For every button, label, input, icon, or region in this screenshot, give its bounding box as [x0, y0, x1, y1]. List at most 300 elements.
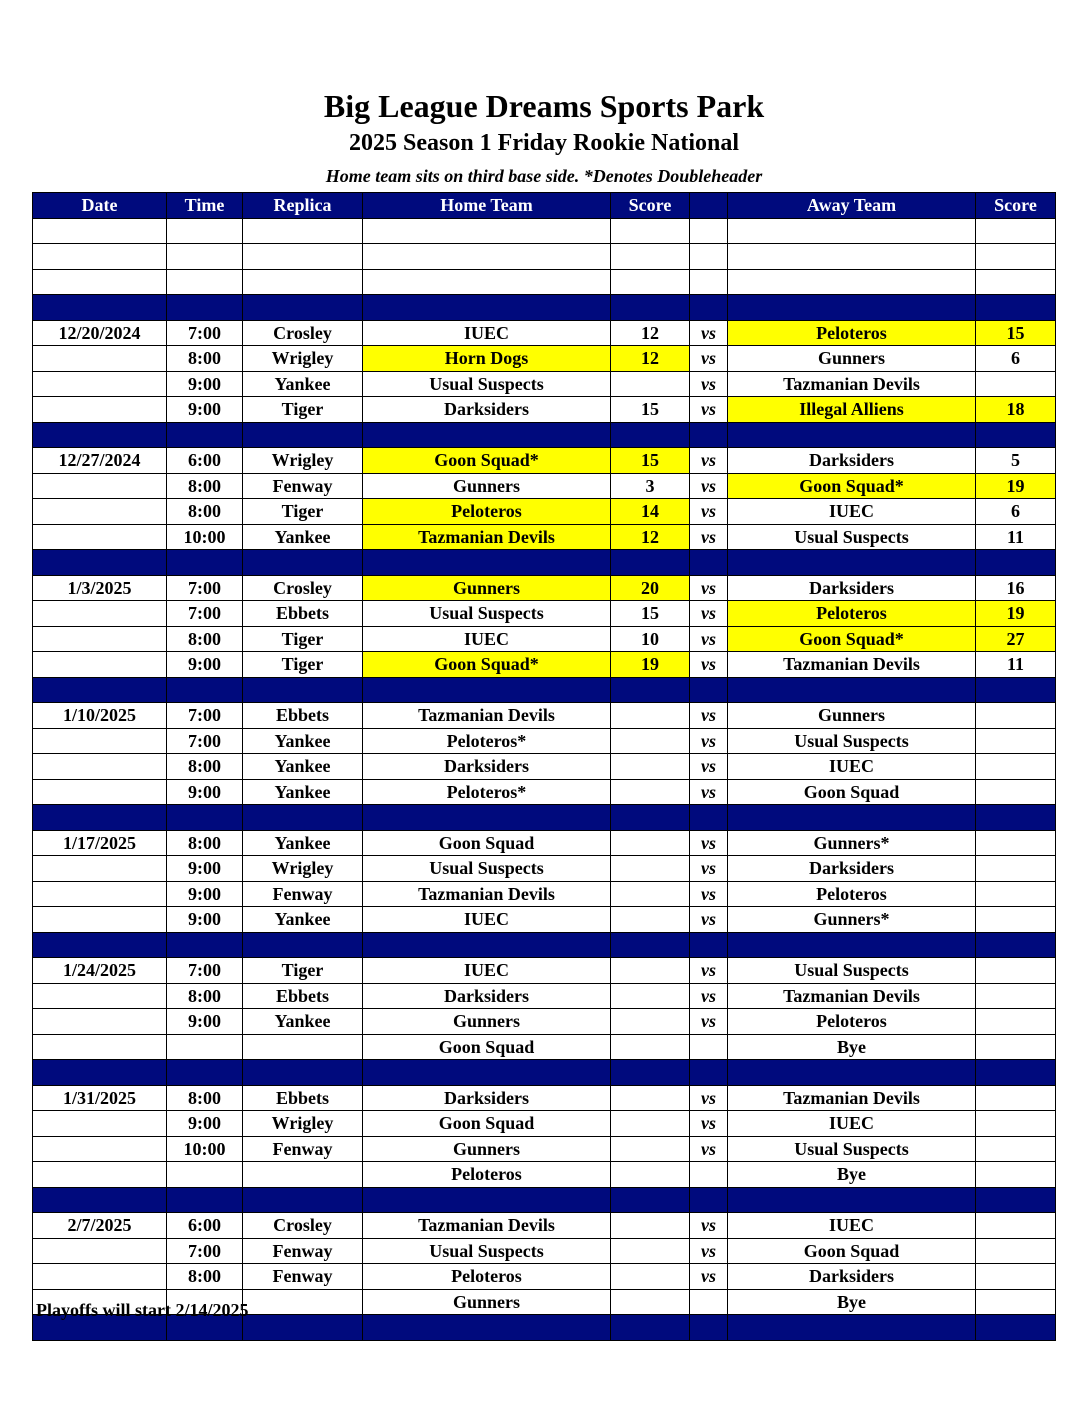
week-separator-row: [33, 1187, 1056, 1213]
away-score-cell: [976, 779, 1056, 805]
date-cell: [33, 983, 167, 1009]
blank-cell: [243, 218, 363, 244]
replica-cell: Crosley: [243, 320, 363, 346]
replica-cell: Yankee: [243, 524, 363, 550]
time-cell: 8:00: [167, 1264, 243, 1290]
time-cell: 10:00: [167, 524, 243, 550]
away-team-cell: Peloteros: [728, 881, 976, 907]
home-score-cell: 20: [611, 575, 690, 601]
date-cell: [33, 907, 167, 933]
replica-cell: Crosley: [243, 575, 363, 601]
away-score-cell: [976, 728, 1056, 754]
blank-cell: [167, 218, 243, 244]
date-cell: [33, 473, 167, 499]
replica-cell: Fenway: [243, 1264, 363, 1290]
blank-cell: [976, 269, 1056, 295]
column-header-vs: [690, 193, 728, 219]
separator-cell: [33, 295, 167, 321]
separator-cell: [976, 1187, 1056, 1213]
date-cell: [33, 652, 167, 678]
away-score-cell: [976, 881, 1056, 907]
vs-cell: [690, 1162, 728, 1188]
replica-cell: Tiger: [243, 652, 363, 678]
away-score-cell: [976, 1264, 1056, 1290]
away-team-cell: Bye: [728, 1162, 976, 1188]
away-team-cell: Usual Suspects: [728, 1136, 976, 1162]
home-team-cell: Darksiders: [363, 397, 611, 423]
separator-cell: [728, 932, 976, 958]
away-team-cell: Gunners*: [728, 830, 976, 856]
home-score-cell: [611, 1009, 690, 1035]
date-cell: 1/24/2025: [33, 958, 167, 984]
away-team-cell: Illegal Alliens: [728, 397, 976, 423]
game-row: [33, 626, 1056, 652]
week-separator-row: [33, 550, 1056, 576]
separator-cell: [363, 550, 611, 576]
away-score-cell: 19: [976, 473, 1056, 499]
home-team-cell: Goon Squad*: [363, 448, 611, 474]
home-score-cell: 3: [611, 473, 690, 499]
replica-cell: Yankee: [243, 830, 363, 856]
week-separator-row: [33, 805, 1056, 831]
game-row: [33, 601, 1056, 627]
separator-cell: [611, 805, 690, 831]
home-team-cell: IUEC: [363, 626, 611, 652]
blank-cell: [363, 269, 611, 295]
separator-cell: [611, 1060, 690, 1086]
separator-cell: [976, 677, 1056, 703]
vs-cell: vs: [690, 524, 728, 550]
home-team-cell: Darksiders: [363, 754, 611, 780]
home-score-cell: 15: [611, 448, 690, 474]
separator-cell: [363, 805, 611, 831]
time-cell: 9:00: [167, 907, 243, 933]
separator-cell: [728, 1315, 976, 1341]
game-row: [33, 958, 1056, 984]
away-team-cell: Darksiders: [728, 575, 976, 601]
away-score-cell: [976, 856, 1056, 882]
home-team-cell: IUEC: [363, 907, 611, 933]
away-score-cell: [976, 1238, 1056, 1264]
game-row: [33, 1034, 1056, 1060]
separator-cell: [243, 932, 363, 958]
game-row: [33, 830, 1056, 856]
time-cell: 8:00: [167, 1085, 243, 1111]
date-cell: 12/20/2024: [33, 320, 167, 346]
replica-cell: Wrigley: [243, 1111, 363, 1137]
time-cell: 7:00: [167, 728, 243, 754]
separator-cell: [33, 805, 167, 831]
home-score-cell: [611, 1162, 690, 1188]
separator-cell: [363, 1315, 611, 1341]
away-score-cell: 16: [976, 575, 1056, 601]
home-score-cell: 12: [611, 524, 690, 550]
game-row: [33, 371, 1056, 397]
replica-cell: Ebbets: [243, 983, 363, 1009]
time-cell: 7:00: [167, 1238, 243, 1264]
separator-cell: [976, 1060, 1056, 1086]
away-score-cell: [976, 1034, 1056, 1060]
separator-cell: [976, 1315, 1056, 1341]
blank-row: [33, 269, 1056, 295]
home-score-cell: 15: [611, 397, 690, 423]
blank-cell: [33, 244, 167, 270]
home-team-cell: Gunners: [363, 1136, 611, 1162]
away-team-cell: Tazmanian Devils: [728, 652, 976, 678]
vs-cell: vs: [690, 1111, 728, 1137]
vs-cell: vs: [690, 575, 728, 601]
replica-cell: Yankee: [243, 1009, 363, 1035]
game-row: [33, 754, 1056, 780]
game-row: [33, 779, 1056, 805]
time-cell: [167, 1034, 243, 1060]
time-cell: 7:00: [167, 703, 243, 729]
game-row: [33, 1111, 1056, 1137]
replica-cell: Yankee: [243, 779, 363, 805]
replica-cell: Tiger: [243, 499, 363, 525]
blank-row: [33, 244, 1056, 270]
away-team-cell: Goon Squad: [728, 779, 976, 805]
away-score-cell: 19: [976, 601, 1056, 627]
game-row: [33, 448, 1056, 474]
blank-cell: [976, 244, 1056, 270]
separator-cell: [363, 1187, 611, 1213]
separator-cell: [690, 677, 728, 703]
game-row: [33, 575, 1056, 601]
separator-cell: [611, 1187, 690, 1213]
away-score-cell: [976, 754, 1056, 780]
date-cell: [33, 1111, 167, 1137]
away-score-cell: 6: [976, 346, 1056, 372]
separator-cell: [976, 550, 1056, 576]
replica-cell: Wrigley: [243, 856, 363, 882]
away-team-cell: IUEC: [728, 1111, 976, 1137]
home-score-cell: [611, 371, 690, 397]
vs-cell: vs: [690, 1264, 728, 1290]
game-row: [33, 499, 1056, 525]
replica-cell: Yankee: [243, 907, 363, 933]
vs-cell: vs: [690, 626, 728, 652]
separator-cell: [33, 550, 167, 576]
separator-cell: [33, 1060, 167, 1086]
home-score-cell: 10: [611, 626, 690, 652]
separator-cell: [167, 677, 243, 703]
separator-cell: [611, 932, 690, 958]
vs-cell: vs: [690, 448, 728, 474]
time-cell: 8:00: [167, 473, 243, 499]
separator-cell: [33, 677, 167, 703]
date-cell: [33, 856, 167, 882]
home-team-cell: Usual Suspects: [363, 856, 611, 882]
replica-cell: Tiger: [243, 397, 363, 423]
blank-cell: [611, 218, 690, 244]
vs-cell: vs: [690, 830, 728, 856]
date-cell: [33, 728, 167, 754]
away-score-cell: [976, 1085, 1056, 1111]
replica-cell: Wrigley: [243, 346, 363, 372]
separator-cell: [167, 295, 243, 321]
replica-cell: Yankee: [243, 371, 363, 397]
away-team-cell: Gunners: [728, 703, 976, 729]
game-row: [33, 907, 1056, 933]
date-cell: 1/17/2025: [33, 830, 167, 856]
home-team-cell: Darksiders: [363, 1085, 611, 1111]
separator-cell: [976, 422, 1056, 448]
separator-cell: [243, 677, 363, 703]
vs-cell: vs: [690, 958, 728, 984]
separator-cell: [611, 295, 690, 321]
week-separator-row: [33, 422, 1056, 448]
away-team-cell: Usual Suspects: [728, 524, 976, 550]
away-team-cell: Bye: [728, 1289, 976, 1315]
game-row: [33, 1264, 1056, 1290]
replica-cell: Ebbets: [243, 601, 363, 627]
separator-cell: [167, 422, 243, 448]
separator-cell: [611, 1315, 690, 1341]
separator-cell: [243, 1060, 363, 1086]
away-team-cell: Tazmanian Devils: [728, 1085, 976, 1111]
time-cell: 9:00: [167, 1111, 243, 1137]
away-team-cell: IUEC: [728, 499, 976, 525]
column-header-replica: Replica: [243, 193, 363, 219]
home-score-cell: [611, 1034, 690, 1060]
game-row: [33, 1213, 1056, 1239]
blank-cell: [167, 244, 243, 270]
week-separator-row: [33, 295, 1056, 321]
game-row: [33, 652, 1056, 678]
separator-cell: [363, 422, 611, 448]
game-row: [33, 524, 1056, 550]
vs-cell: vs: [690, 856, 728, 882]
replica-cell: Yankee: [243, 754, 363, 780]
column-header-away-score: Score: [976, 193, 1056, 219]
time-cell: [167, 1162, 243, 1188]
time-cell: 9:00: [167, 881, 243, 907]
separator-cell: [363, 295, 611, 321]
home-team-cell: Peloteros: [363, 1162, 611, 1188]
away-team-cell: Peloteros: [728, 1009, 976, 1035]
separator-cell: [728, 295, 976, 321]
separator-cell: [363, 677, 611, 703]
home-score-cell: [611, 1213, 690, 1239]
vs-cell: vs: [690, 371, 728, 397]
blank-cell: [728, 244, 976, 270]
separator-cell: [33, 1187, 167, 1213]
date-cell: [33, 1162, 167, 1188]
separator-cell: [167, 805, 243, 831]
home-team-cell: Peloteros: [363, 1264, 611, 1290]
week-separator-row: [33, 932, 1056, 958]
separator-cell: [728, 550, 976, 576]
replica-cell: Ebbets: [243, 1085, 363, 1111]
separator-cell: [363, 932, 611, 958]
blank-cell: [33, 218, 167, 244]
blank-cell: [690, 269, 728, 295]
separator-cell: [243, 422, 363, 448]
home-team-cell: Gunners: [363, 1289, 611, 1315]
week-separator-row: [33, 677, 1056, 703]
home-team-cell: IUEC: [363, 320, 611, 346]
time-cell: 7:00: [167, 601, 243, 627]
time-cell: 9:00: [167, 1009, 243, 1035]
separator-cell: [611, 550, 690, 576]
away-team-cell: Usual Suspects: [728, 958, 976, 984]
date-cell: [33, 397, 167, 423]
blank-cell: [363, 218, 611, 244]
time-cell: 9:00: [167, 397, 243, 423]
vs-cell: vs: [690, 499, 728, 525]
time-cell: 8:00: [167, 499, 243, 525]
time-cell: 8:00: [167, 830, 243, 856]
separator-cell: [243, 295, 363, 321]
replica-cell: Wrigley: [243, 448, 363, 474]
home-score-cell: [611, 856, 690, 882]
blank-row: [33, 218, 1056, 244]
separator-cell: [243, 1315, 363, 1341]
home-team-cell: Goon Squad: [363, 1111, 611, 1137]
away-score-cell: 11: [976, 524, 1056, 550]
separator-cell: [690, 422, 728, 448]
page-title: Big League Dreams Sports Park: [323, 88, 765, 124]
vs-cell: vs: [690, 1238, 728, 1264]
time-cell: 7:00: [167, 320, 243, 346]
date-cell: [33, 754, 167, 780]
schedule-body: [33, 218, 1056, 1340]
separator-cell: [167, 1060, 243, 1086]
date-cell: 1/31/2025: [33, 1085, 167, 1111]
separator-cell: [976, 295, 1056, 321]
away-score-cell: [976, 1162, 1056, 1188]
time-cell: 6:00: [167, 448, 243, 474]
separator-cell: [611, 677, 690, 703]
time-cell: 7:00: [167, 958, 243, 984]
away-team-cell: Darksiders: [728, 1264, 976, 1290]
away-team-cell: IUEC: [728, 754, 976, 780]
separator-cell: [728, 805, 976, 831]
date-cell: [33, 346, 167, 372]
column-header-time: Time: [167, 193, 243, 219]
home-team-cell: Usual Suspects: [363, 371, 611, 397]
date-cell: [33, 1264, 167, 1290]
time-cell: 6:00: [167, 1213, 243, 1239]
date-cell: [33, 626, 167, 652]
blank-cell: [243, 269, 363, 295]
home-score-cell: [611, 1289, 690, 1315]
blank-cell: [363, 244, 611, 270]
home-team-cell: Peloteros: [363, 499, 611, 525]
away-score-cell: [976, 958, 1056, 984]
home-team-cell: Goon Squad*: [363, 652, 611, 678]
home-team-cell: Gunners: [363, 575, 611, 601]
separator-cell: [611, 422, 690, 448]
week-separator-row: [33, 1060, 1056, 1086]
away-team-cell: Darksiders: [728, 448, 976, 474]
playoffs-note: Playoffs will start 2/14/2025: [36, 1300, 249, 1320]
date-cell: [33, 1238, 167, 1264]
away-team-cell: Gunners*: [728, 907, 976, 933]
game-row: [33, 1136, 1056, 1162]
separator-cell: [167, 932, 243, 958]
separator-cell: [690, 932, 728, 958]
home-score-cell: [611, 1085, 690, 1111]
away-score-cell: [976, 371, 1056, 397]
replica-cell: [243, 1162, 363, 1188]
home-team-cell: Tazmanian Devils: [363, 1213, 611, 1239]
date-cell: [33, 779, 167, 805]
home-score-cell: [611, 1136, 690, 1162]
home-score-cell: [611, 958, 690, 984]
separator-cell: [33, 932, 167, 958]
vs-cell: vs: [690, 983, 728, 1009]
home-team-cell: Peloteros*: [363, 728, 611, 754]
away-score-cell: 15: [976, 320, 1056, 346]
away-score-cell: [976, 1136, 1056, 1162]
date-cell: 1/10/2025: [33, 703, 167, 729]
time-cell: 8:00: [167, 983, 243, 1009]
away-score-cell: 5: [976, 448, 1056, 474]
home-score-cell: [611, 830, 690, 856]
blank-cell: [167, 269, 243, 295]
away-score-cell: [976, 1009, 1056, 1035]
vs-cell: vs: [690, 1213, 728, 1239]
vs-cell: vs: [690, 779, 728, 805]
home-team-cell: Gunners: [363, 473, 611, 499]
away-score-cell: [976, 830, 1056, 856]
vs-cell: vs: [690, 652, 728, 678]
vs-cell: [690, 1034, 728, 1060]
replica-cell: Fenway: [243, 1238, 363, 1264]
home-team-cell: Usual Suspects: [363, 601, 611, 627]
home-score-cell: [611, 881, 690, 907]
away-team-cell: Goon Squad*: [728, 473, 976, 499]
home-score-cell: [611, 983, 690, 1009]
away-team-cell: Gunners: [728, 346, 976, 372]
column-header-home-team: Home Team: [363, 193, 611, 219]
column-header-date: Date: [33, 193, 167, 219]
date-cell: [33, 881, 167, 907]
home-score-cell: 12: [611, 346, 690, 372]
schedule-note: Home team sits on third base side. *Denotes Doubleheader: [325, 166, 763, 186]
away-team-cell: Goon Squad*: [728, 626, 976, 652]
time-cell: 8:00: [167, 626, 243, 652]
separator-cell: [728, 1187, 976, 1213]
blank-cell: [728, 218, 976, 244]
away-score-cell: [976, 907, 1056, 933]
game-row: [33, 1162, 1056, 1188]
away-team-cell: Goon Squad: [728, 1238, 976, 1264]
replica-cell: [243, 1289, 363, 1315]
date-cell: 12/27/2024: [33, 448, 167, 474]
vs-cell: vs: [690, 1009, 728, 1035]
replica-cell: Fenway: [243, 1136, 363, 1162]
vs-cell: vs: [690, 346, 728, 372]
game-row: [33, 473, 1056, 499]
separator-cell: [690, 295, 728, 321]
game-row: [33, 703, 1056, 729]
game-row: [33, 320, 1056, 346]
date-cell: [33, 601, 167, 627]
away-score-cell: [976, 1213, 1056, 1239]
game-row: [33, 728, 1056, 754]
blank-cell: [690, 244, 728, 270]
separator-cell: [167, 1187, 243, 1213]
home-score-cell: 12: [611, 320, 690, 346]
away-team-cell: Peloteros: [728, 601, 976, 627]
time-cell: 9:00: [167, 652, 243, 678]
separator-cell: [728, 1060, 976, 1086]
time-cell: 8:00: [167, 754, 243, 780]
game-row: [33, 1009, 1056, 1035]
